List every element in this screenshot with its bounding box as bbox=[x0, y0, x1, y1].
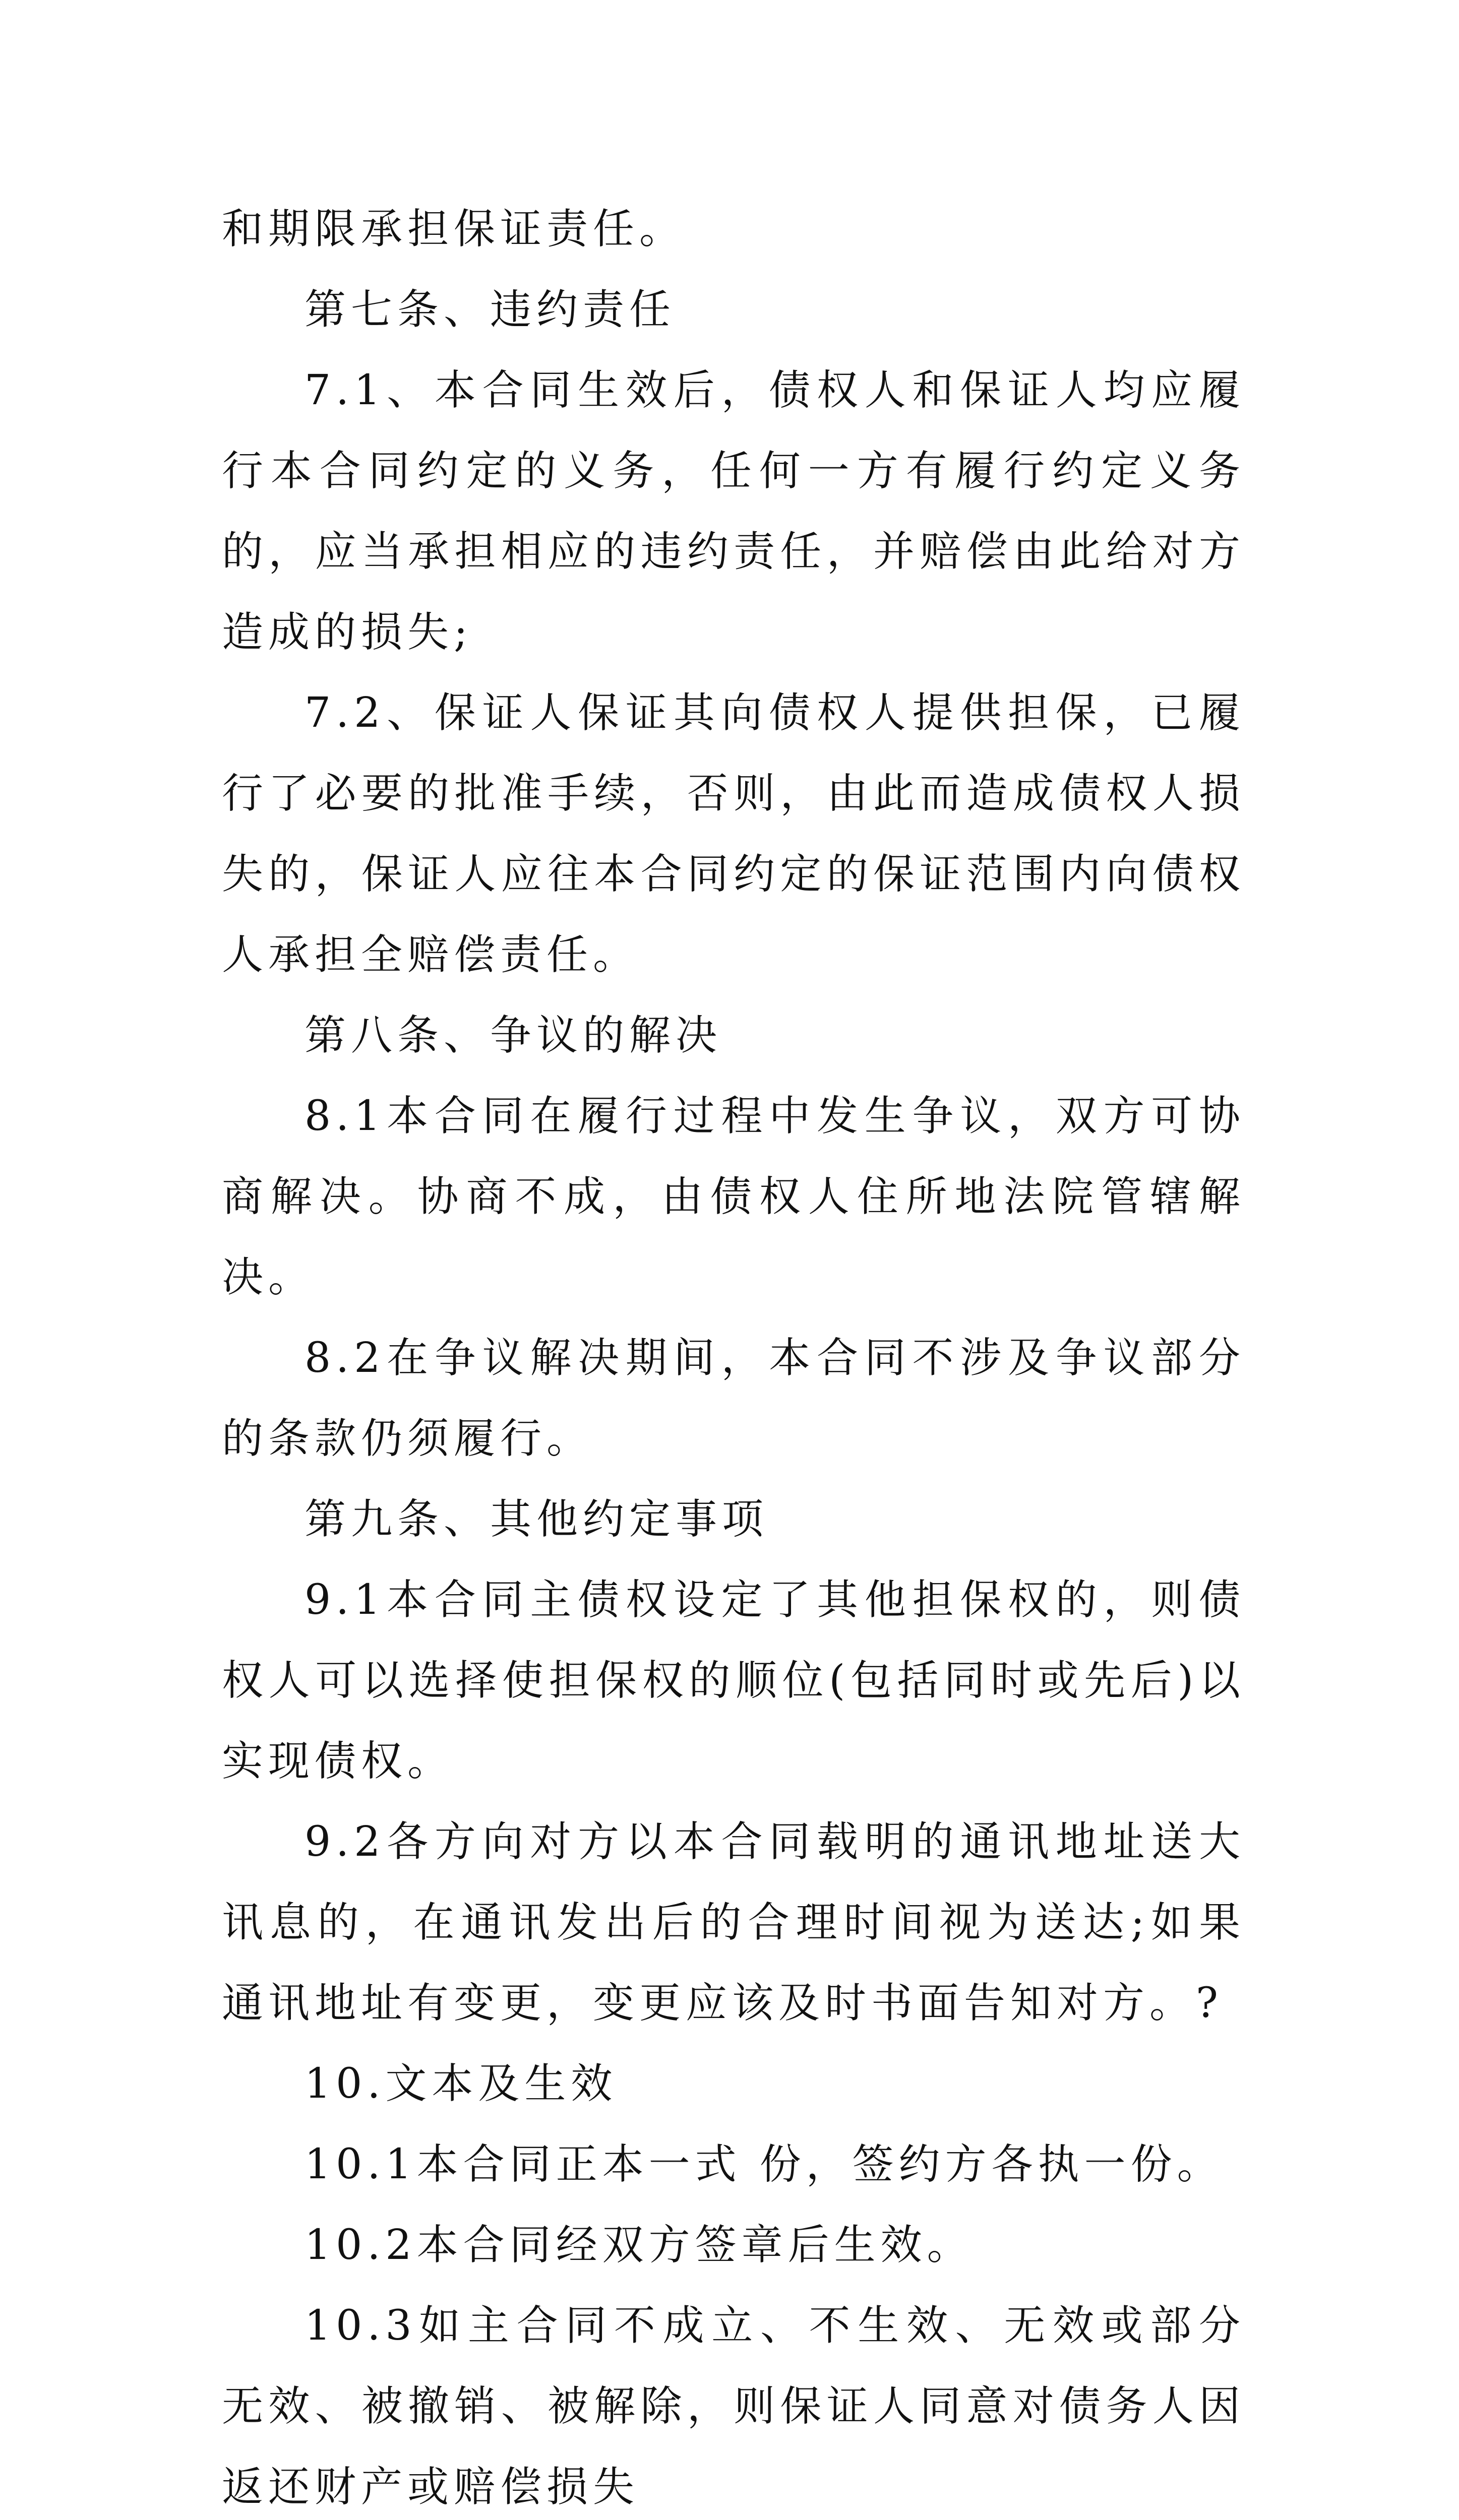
clause-10-1: 10.1本合同正本一式 份，签约方各执一份。 bbox=[305, 2140, 1224, 2188]
paragraph-continuation: 和期限承担保证责任。 bbox=[222, 205, 686, 253]
document-body bbox=[222, 189, 1245, 2520]
heading-article-8: 第八条、争议的解决 bbox=[305, 1012, 722, 1059]
clause-7-2: 7.2、保证人保证其向债权人提供担保，已履行了必要的批准手续，否则，由此而造成债权人损失的，保证人应往本合同约定的保证范围内向债权人承担全赔偿责任。 bbox=[222, 689, 1245, 979]
clause-7-1: 7.1、本合同生效后，债权人和保证人均应履行本合同约定的义务，任何一方有履行约定义务的，应当承担相应的违约责任，并赔偿由此给对方造成的损失; bbox=[222, 366, 1245, 656]
heading-article-10: 10.文本及生效 bbox=[305, 2060, 618, 2108]
clause-9-2: 9.2各方向对方以本合同载明的通讯地址送大讯息的，在通讯发出后的合理时间视为送达;如果通讯地址有变更，变更应该及时书面告知对方。? bbox=[222, 1818, 1245, 2027]
heading-article-7: 第七条、违约责任 bbox=[305, 286, 676, 334]
heading-article-9: 第九条、其他约定事项 bbox=[305, 1495, 769, 1543]
clause-8-1: 8.1本合同在履行过程中发生争议，双方可协商解决。协商不成，由债权人住所地法院管辖解决。 bbox=[222, 1092, 1245, 1301]
clause-8-2: 8.2在争议解决期间，本合同不涉及争议部分的条款仍须履行。 bbox=[222, 1334, 1245, 1463]
clause-10-2: 10.2本合同经双方签章后生效。 bbox=[305, 2221, 974, 2269]
clause-10-3: 10.3如主合同不成立、不生效、无效或部分无效、被撤销、被解除，则保证人同意对债务人因返还财产或赔偿损失 bbox=[222, 2302, 1245, 2511]
clause-9-1: 9.1本合同主债权设定了其他担保权的，则债权人可以选择使担保权的顺位(包括同时或先后)以实现债权。 bbox=[222, 1576, 1245, 1785]
